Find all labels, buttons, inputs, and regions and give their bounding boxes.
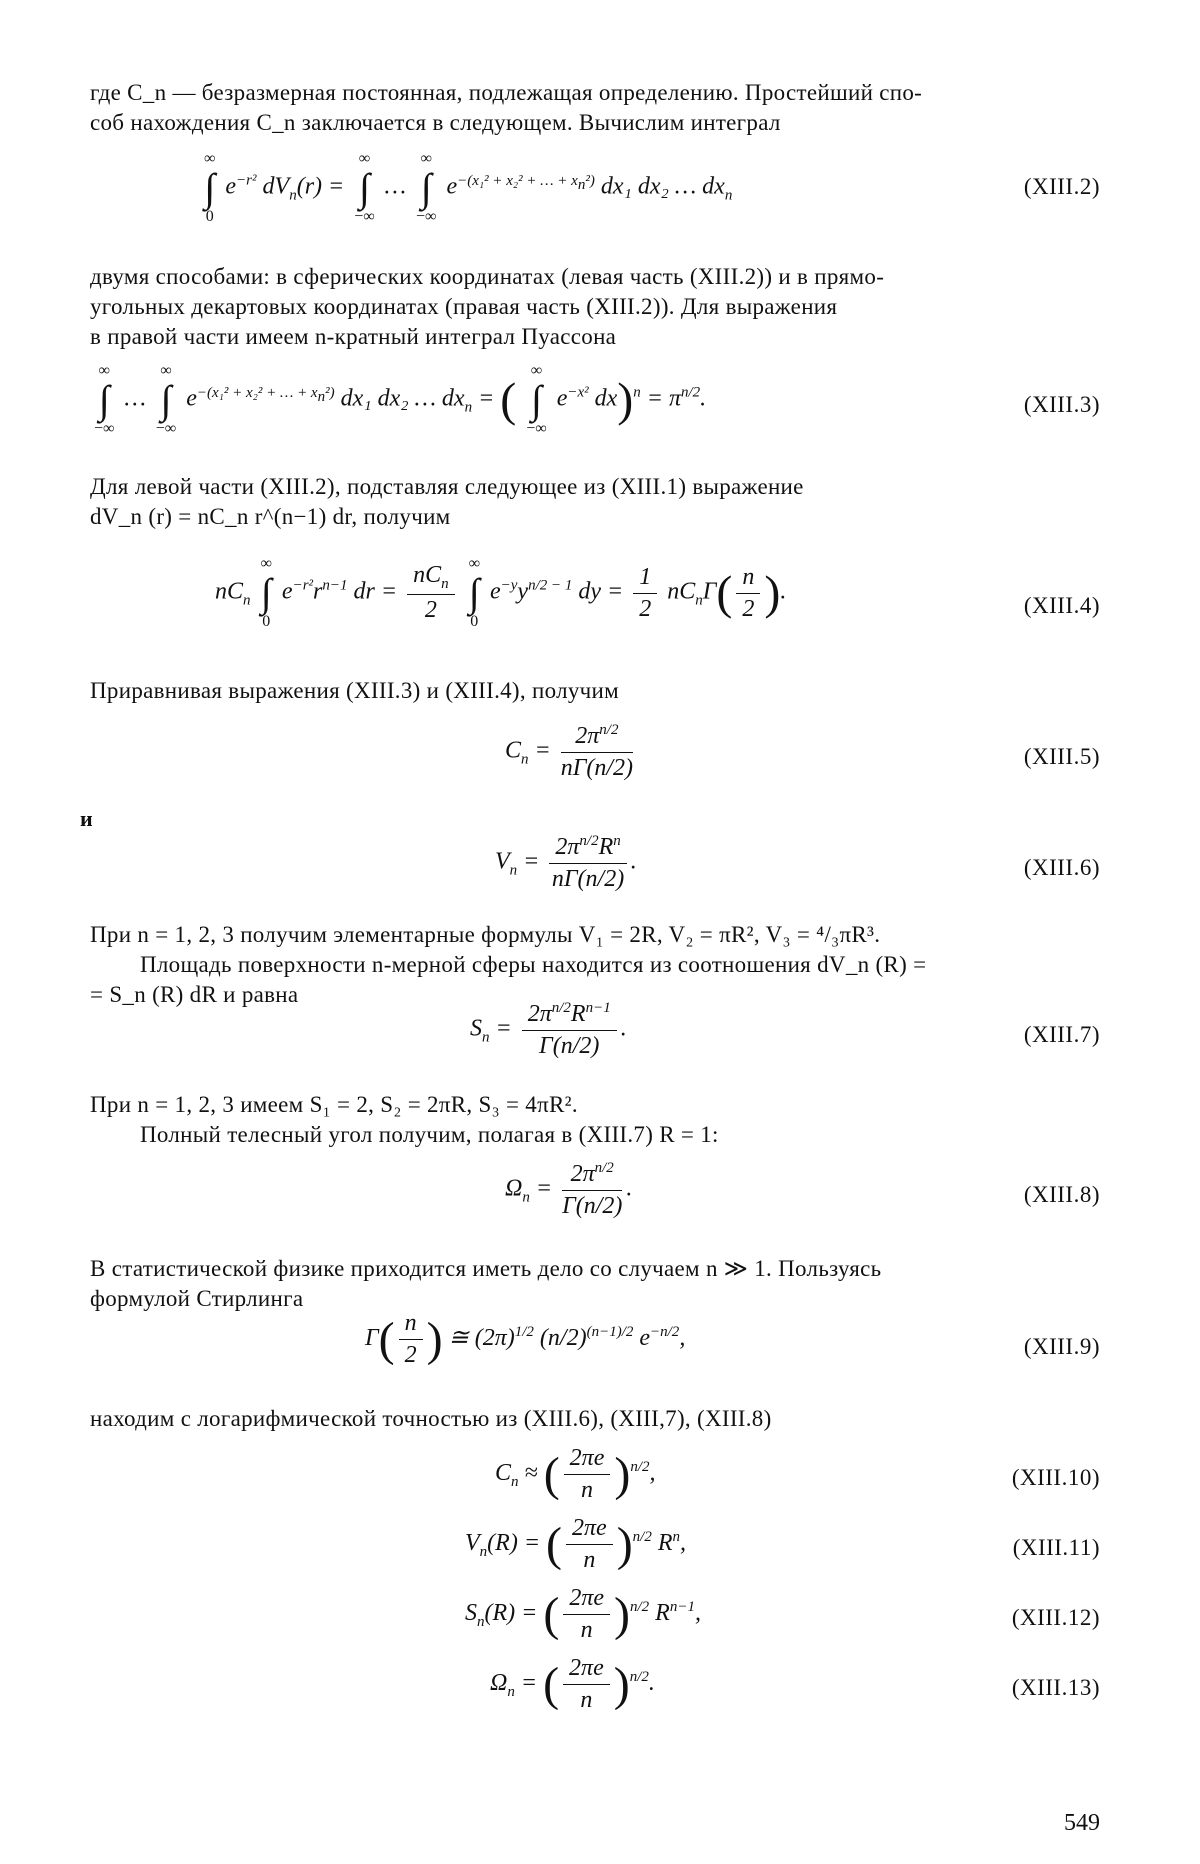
fraction: $\frac{2\pi e}{n}$ [563, 1655, 610, 1714]
equation-body: $V_n(R)$ = ( $\frac{2\pi e}{n}$ )$^{n/2}$ $R^n$, [465, 1515, 687, 1573]
fraction: $\frac{1}{2}$ [633, 564, 657, 623]
text-line: в правой части имеем n-кратный интеграл Пуассона [90, 324, 617, 349]
fraction: $\frac{2\pi^{n/2}R^{n-1}}{\Gamma(n/2)}$ [522, 1000, 617, 1060]
text-line-indented [90, 1120, 1100, 1150]
equation-body: $S_n(R)$ = ( $\frac{2\pi e}{n}$ )$^{n/2}$ $R^{n-1}$, [465, 1585, 701, 1643]
equation-body: Γ( $\frac{n}{2}$ ) ≅ $(2\pi)^{1/2}$ $(n/2)^{(n-1)/2}$ $e^{-n/2}$, [365, 1310, 686, 1368]
equation-number: (XIII.11) [1012, 1535, 1100, 1560]
text-line: dV_n (r) = nC_n r^(n−1) dr, получим [90, 504, 451, 529]
equation-xiii-5 [90, 722, 1100, 802]
text-line: где C_n — безразмерная постоянная, подлежащая определению. Простейший спо- [90, 80, 923, 105]
integral-sign: ∞ ∫ 0 [204, 150, 216, 225]
text-line: Приравнивая выражения (XIII.3) и (XIII.4), получим [90, 678, 619, 703]
fraction: $\frac{2\pi e}{n}$ [563, 1585, 610, 1644]
text-line: При n = 1, 2, 3 имеем S₁ = 2, S₂ = 2πR, S₃ = 4πR². [90, 1092, 578, 1117]
equation-xiii-8 [90, 1160, 1100, 1240]
text-line: Для левой части (XIII.2), подставляя следующее из (XIII.1) выражение [90, 474, 804, 499]
paragraph-two-methods [90, 262, 1100, 352]
equation-number: (XIII.4) [1023, 593, 1100, 618]
equation-number: (XIII.12) [1011, 1605, 1100, 1630]
paragraph-left-part [90, 472, 1100, 532]
equation-number: (XIII.9) [1023, 1334, 1100, 1359]
equation-xiii-3 [90, 362, 1100, 442]
equation-xiii-2 [90, 150, 1100, 230]
paragraph-surface [90, 1090, 1100, 1150]
equation-number: (XIII.3) [1023, 392, 1100, 417]
equation-xiii-4 [90, 555, 1100, 665]
paragraph-intro [90, 78, 1100, 138]
equation-number: (XIII.2) [1023, 174, 1100, 199]
equation-number: (XIII.5) [1023, 744, 1100, 769]
equation-body: $C_n$ = $\frac{2\pi^{n/2}}{n\Gamma(n/2)}$ [505, 722, 634, 781]
equation-body: $C_n$ ≈ ( $\frac{2\pi e}{n}$ )$^{n/2}$, [495, 1445, 656, 1503]
integral-sign: ∞ ∫ 0 [260, 555, 272, 630]
equation-body: $nC_n$ ∞ ∫ 0 $e^{-r^2}r^{n-1}$ dr = $\frac{nC_n}{2}$ ∞ ∫ 0 $e^{-y}y^{n/2 - 1}$ dy = $\frac{1}{2}$ $nC_n\Gamma$( $\frac{n}{2}$ ). [215, 555, 787, 630]
fraction: $\frac{n}{2}$ [399, 1310, 423, 1369]
equation-xiii-11 [90, 1515, 1100, 1585]
text-line: формулой Стирлинга [90, 1286, 304, 1311]
equation-xiii-7 [90, 1000, 1100, 1080]
text-line: Полный телесный угол получим, полагая в (XIII.7) R = 1: [140, 1122, 719, 1147]
integral-sign: ∞ ∫ −∞ [354, 150, 375, 225]
text-line: При n = 1, 2, 3 получим элементарные формулы V₁ = 2R, V₂ = πR², V₃ = ⁴/₃πR³. [90, 922, 881, 947]
equation-xiii-6 [90, 833, 1100, 913]
equation-number: (XIII.8) [1023, 1182, 1100, 1207]
text-line: = S_n (R) dR и равна [90, 982, 299, 1007]
equation-xiii-9 [90, 1310, 1100, 1390]
integral-sign: ∞ ∫ −∞ [94, 362, 115, 437]
equation-body: $\Omega_n$ = $\frac{2\pi^{n/2}}{\Gamma(n/2)}$ . [505, 1160, 633, 1219]
fraction: $\frac{2\pi e}{n}$ [566, 1515, 613, 1574]
page-number: 549 [1064, 1810, 1100, 1836]
fraction: $\frac{2\pi^{n/2}R^n}{n\Gamma(n/2)}$ [549, 833, 626, 893]
paragraph-logarithmic [90, 1404, 1100, 1434]
equation-xiii-10 [90, 1445, 1100, 1515]
equation-xiii-13 [90, 1655, 1100, 1725]
text-line: Площадь поверхности n-мерной сферы находится из соотношения dV_n (R) = [140, 952, 927, 977]
equation-xiii-12 [90, 1585, 1100, 1655]
fraction: $\frac{2\pi^{n/2}}{n\Gamma(n/2)}$ [560, 722, 634, 781]
integral-sign: ∞ ∫ 0 [468, 555, 480, 630]
text-line: двумя способами: в сферических координатах (левая часть (XIII.2)) и в прямо- [90, 264, 885, 289]
fraction: $\frac{2\pi^{n/2}}{\Gamma(n/2)}$ [562, 1160, 623, 1219]
fraction: $\frac{2\pi e}{n}$ [564, 1445, 611, 1504]
equation-body: ∞ ∫ −∞ … ∞ ∫ −∞ $e^{-(x_1^2 + x_2^2 + \dots + x_n^2)}$ dx₁ dx₂ … $dx_n$ = ( ∞ ∫ −∞ $e^{-x^2}$ $dx)^n = \pi^{n/2}$. [94, 362, 707, 437]
text-line: угольных декартовых координатах (правая часть (XIII.2)). Для выражения [90, 294, 838, 319]
text-line-indented [90, 950, 1100, 980]
equation-number: (XIII.6) [1023, 855, 1100, 880]
fraction: $\frac{n}{2}$ [736, 564, 760, 623]
conjunction-and: и [80, 806, 93, 831]
equation-body: $S_n$ = $\frac{2\pi^{n/2}R^{n-1}}{\Gamma(n/2)}$ . [470, 1000, 627, 1059]
paragraph-elementary [90, 920, 1100, 1010]
equation-number: (XIII.10) [1011, 1465, 1100, 1490]
paragraph-equating [90, 676, 1100, 706]
paragraph-stirling [90, 1254, 1100, 1314]
text-line: В статистической физике приходится иметь дело со случаем n ≫ 1. Пользуясь [90, 1256, 882, 1281]
equation-body: ∞ ∫ 0 $e^{-r^2}$ $dV_n(r)$ = ∞ ∫ −∞ … ∞ ∫ −∞ $e^{-(x_1^2 + x_2^2 + \dots + x_n^2)}$ dx₁ dx₂ … $dx_n$ [204, 150, 733, 225]
integral-sign: ∞ ∫ −∞ [155, 362, 177, 437]
equation-body: $\Omega_n$ = ( $\frac{2\pi e}{n}$ )$^{n/2}$. [490, 1655, 655, 1713]
integral-sign: ∞ ∫ −∞ [526, 362, 547, 437]
equation-number: (XIII.7) [1023, 1022, 1100, 1047]
text-line: соб нахождения C_n заключается в следующем. Вычислим интеграл [90, 110, 781, 135]
integral-sign: ∞ ∫ −∞ [416, 150, 437, 225]
fraction: $\frac{nC_n}{2}$ [407, 562, 455, 625]
equation-body: $V_n$ = $\frac{2\pi^{n/2}R^n}{n\Gamma(n/2)}$ . [495, 833, 637, 892]
text-line: находим с логарифмической точностью из (XIII.6), (XIII,7), (XIII.8) [90, 1406, 772, 1431]
equation-number: (XIII.13) [1011, 1675, 1100, 1700]
